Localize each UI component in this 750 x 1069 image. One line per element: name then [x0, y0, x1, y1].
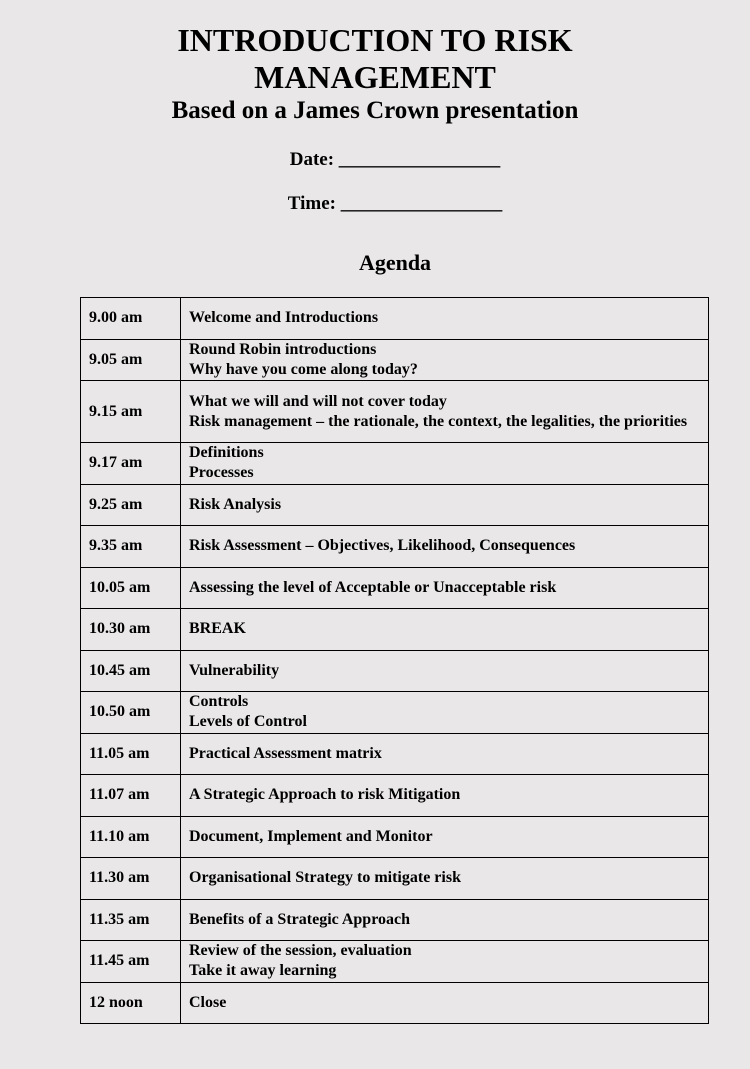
agenda-time: 9.25 am [81, 484, 181, 526]
agenda-description-line: Practical Assessment matrix [189, 744, 382, 762]
agenda-row [81, 775, 709, 817]
agenda-heading: Agenda [358, 250, 432, 275]
agenda-row [81, 982, 709, 1024]
agenda-description-line: Document, Implement and Monitor [189, 827, 433, 845]
agenda-row [81, 381, 709, 443]
document-title [0, 22, 750, 96]
agenda-row [81, 858, 709, 900]
agenda-row [81, 816, 709, 858]
agenda-time: 11.45 am [81, 941, 181, 983]
agenda-row [81, 526, 709, 568]
agenda-description-line: What we will and will not cover today [189, 392, 447, 410]
agenda-description-line: Round Robin introductions [189, 340, 377, 358]
agenda-time: 10.05 am [81, 567, 181, 609]
agenda-description [181, 298, 709, 340]
agenda-time: 11.10 am [81, 816, 181, 858]
title-line-1: INTRODUCTION TO RISK [177, 22, 573, 58]
agenda-time: 11.07 am [81, 775, 181, 817]
agenda-row [81, 609, 709, 651]
agenda-description [181, 775, 709, 817]
agenda-description [181, 381, 709, 443]
agenda-description-line: Close [189, 993, 227, 1011]
date-field: Date: _________________ [289, 149, 501, 170]
agenda-description-line: Vulnerability [189, 661, 280, 679]
agenda-row [81, 567, 709, 609]
agenda-description [181, 733, 709, 775]
agenda-description-line: Review of the session, evaluation [189, 942, 412, 960]
agenda-description-line: Risk Assessment – Objectives, Likelihood, Consequences [189, 537, 576, 555]
agenda-description [181, 982, 709, 1024]
agenda-time: 9.17 am [81, 443, 181, 485]
agenda-description-line: Assessing the level of Acceptable or Unacceptable risk [189, 578, 557, 596]
agenda-description-line: Benefits of a Strategic Approach [189, 910, 411, 928]
agenda-description [181, 899, 709, 941]
agenda-description-line: Definitions [189, 444, 264, 462]
agenda-description-line: Why have you come along today? [189, 360, 418, 378]
agenda-description [181, 650, 709, 692]
agenda-description-line: Levels of Control [189, 713, 307, 731]
agenda-description-line: BREAK [189, 620, 246, 638]
agenda-description-line: Risk management – the rationale, the context, the legalities, the priorities [189, 412, 688, 430]
agenda-row [81, 298, 709, 340]
agenda-row [81, 484, 709, 526]
document-subtitle: Based on a James Crown presentation [171, 97, 579, 124]
agenda-time: 10.50 am [81, 692, 181, 734]
agenda-description-line: Processes [189, 464, 254, 482]
agenda-time: 9.35 am [81, 526, 181, 568]
agenda-description-line: Welcome and Introductions [189, 309, 379, 327]
agenda-row [81, 443, 709, 485]
agenda-description [181, 339, 709, 381]
agenda-time: 9.05 am [81, 339, 181, 381]
agenda-row [81, 650, 709, 692]
agenda-row [81, 339, 709, 381]
agenda-table [80, 297, 709, 1024]
agenda-row [81, 941, 709, 983]
agenda-description [181, 692, 709, 734]
agenda-description [181, 609, 709, 651]
agenda-description-line: Controls [189, 693, 249, 711]
agenda-description-line: Take it away learning [189, 962, 337, 980]
agenda-description [181, 484, 709, 526]
title-line-2: MANAGEMENT [254, 59, 496, 95]
agenda-time: 11.30 am [81, 858, 181, 900]
agenda-row [81, 733, 709, 775]
agenda-row [81, 899, 709, 941]
time-field: Time: _________________ [287, 193, 503, 214]
agenda-time: 10.45 am [81, 650, 181, 692]
agenda-time: 9.15 am [81, 381, 181, 443]
agenda-description [181, 941, 709, 983]
agenda-time: 12 noon [81, 982, 181, 1024]
agenda-description [181, 858, 709, 900]
agenda-description-line: Organisational Strategy to mitigate risk [189, 869, 461, 887]
agenda-table-body [81, 298, 709, 1024]
agenda-time: 11.05 am [81, 733, 181, 775]
agenda-description-line: Risk Analysis [189, 495, 282, 513]
agenda-description [181, 567, 709, 609]
agenda-time: 9.00 am [81, 298, 181, 340]
agenda-time: 10.30 am [81, 609, 181, 651]
agenda-time: 11.35 am [81, 899, 181, 941]
agenda-description-line: A Strategic Approach to risk Mitigation [189, 786, 461, 804]
agenda-description [181, 816, 709, 858]
agenda-description [181, 443, 709, 485]
agenda-row [81, 692, 709, 734]
agenda-description [181, 526, 709, 568]
